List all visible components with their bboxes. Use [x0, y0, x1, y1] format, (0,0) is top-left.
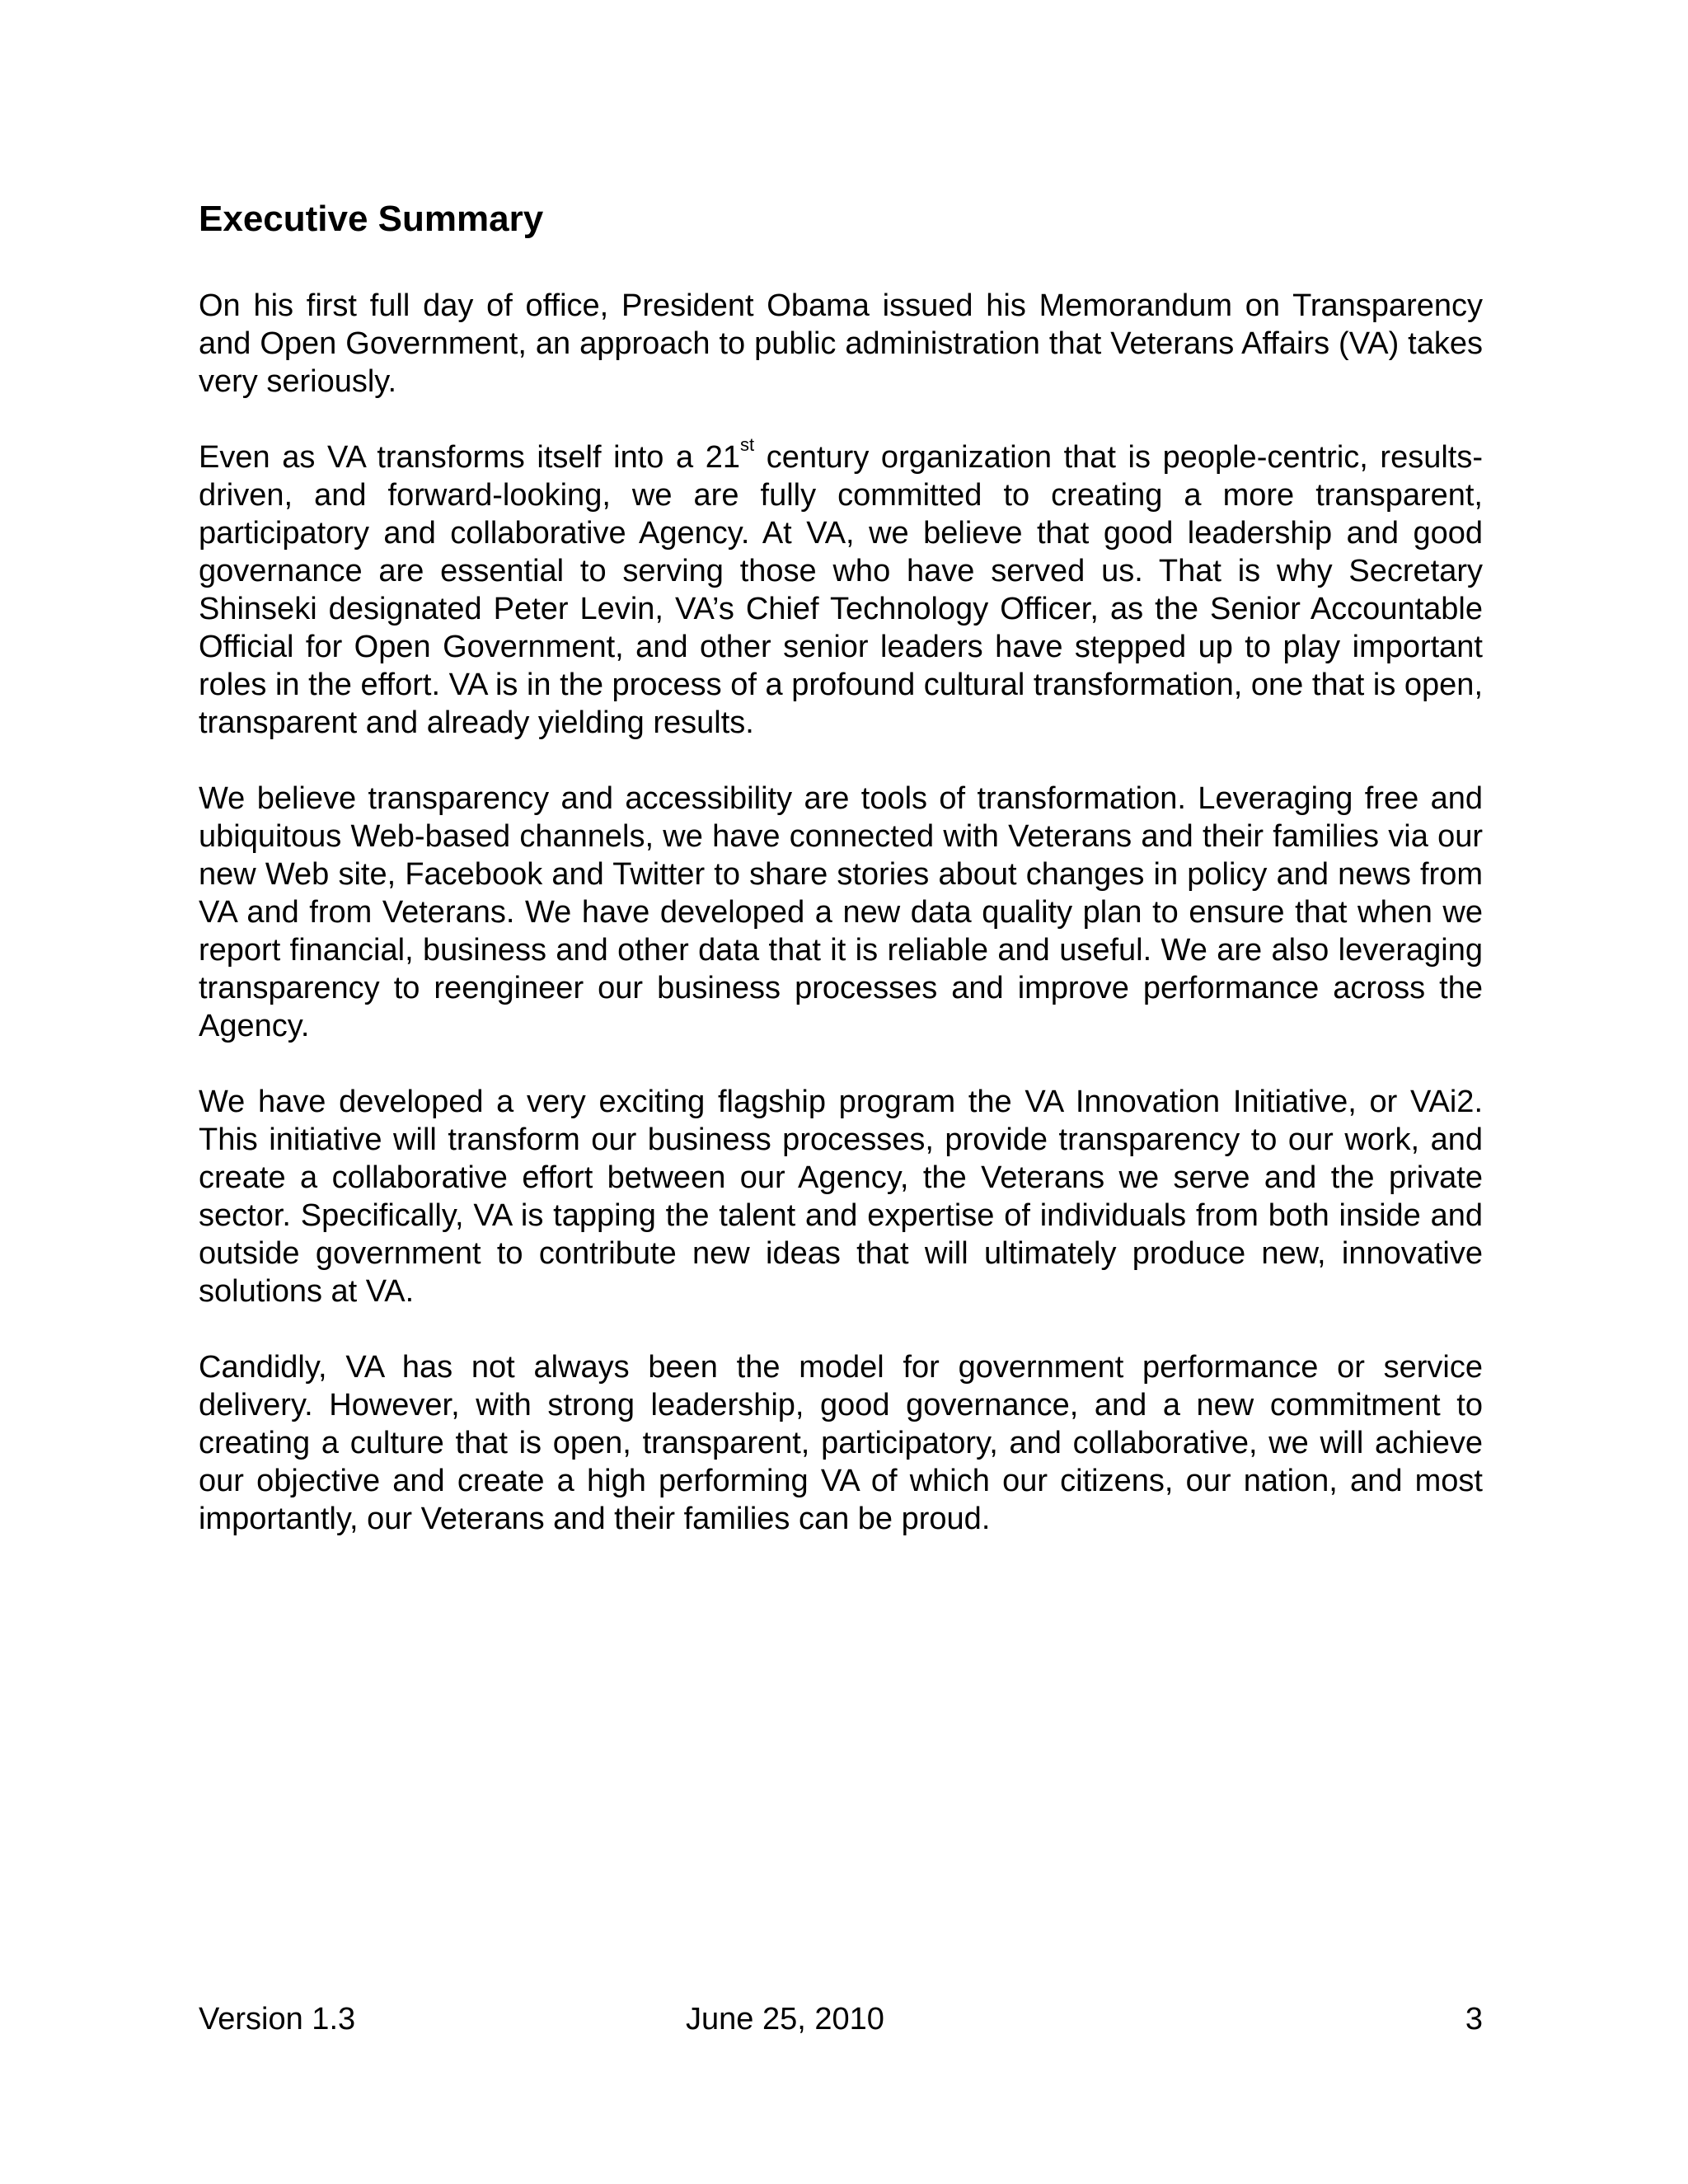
- page-footer: [199, 1999, 1483, 2039]
- paragraph-2-text-rest: century organization that is people-centric, results-driven, and forward-looking, we are fully committed to creating a more transparent, participatory and collaborative Agency. At VA, we believe that good leadership and good governance are essential to serving those who have served us. That is why Secretary Shinseki designated Peter Levin, VA’s Chief Technology Officer, as the Senior Accountable Official for Open Government, and other senior leaders have stepped up to play important roles in the effort. VA is in the process of a profound cultural transformation, one that is open, transparent and already yielding results.: [199, 440, 1484, 740]
- section-heading: Executive Summary: [199, 199, 544, 239]
- ordinal-superscript: st: [740, 434, 755, 456]
- paragraph-1: On his first full day of office, President Obama issued his Memorandum on Transparency and Open Government, an approach to public administration that Veterans Affairs (VA) takes very seriously.: [199, 288, 1483, 399]
- paragraph-3: We believe transparency and accessibility are tools of transformation. Leveraging free and ubiquitous Web-based channels, we have connected with Veterans and their families via our new Web site, Facebook and Twitter to share stories about changes in policy and news from VA and from Veterans. We have developed a new data quality plan to ensure that when we report financial, business and other data that it is reliable and useful. We are also leveraging transparency to reengineer our business processes and improve performance across the Agency.: [199, 781, 1483, 1043]
- paragraph-2-text-start: Even as VA transforms itself into a 21: [199, 440, 740, 475]
- paragraph-4: We have developed a very exciting flagship program the VA Innovation Initiative, or VAi2. This initiative will transform our business processes, provide transparency to our work, and create a collaborative effort between our Agency, the Veterans we serve and the private sector. Specifically, VA is tapping the talent and expertise of individuals from both inside and outside government to contribute new ideas that will ultimately produce new, innovative solutions at VA.: [199, 1085, 1483, 1309]
- page-content: [199, 194, 1483, 1576]
- paragraph-5: Candidly, VA has not always been the model for government performance or service delivery. However, with strong leadership, good governance, and a new commitment to creating a culture that is open, transparent, participatory, and collaborative, we will achieve our objective and create a high performing VA of which our citizens, our nation, and most importantly, our Veterans and their families can be proud.: [199, 1350, 1483, 1536]
- paragraph-2: [199, 434, 1484, 742]
- footer-page-number: 3: [1465, 2002, 1483, 2036]
- footer-date: June 25, 2010: [686, 2002, 884, 2036]
- footer-version: Version 1.3: [199, 2002, 356, 2036]
